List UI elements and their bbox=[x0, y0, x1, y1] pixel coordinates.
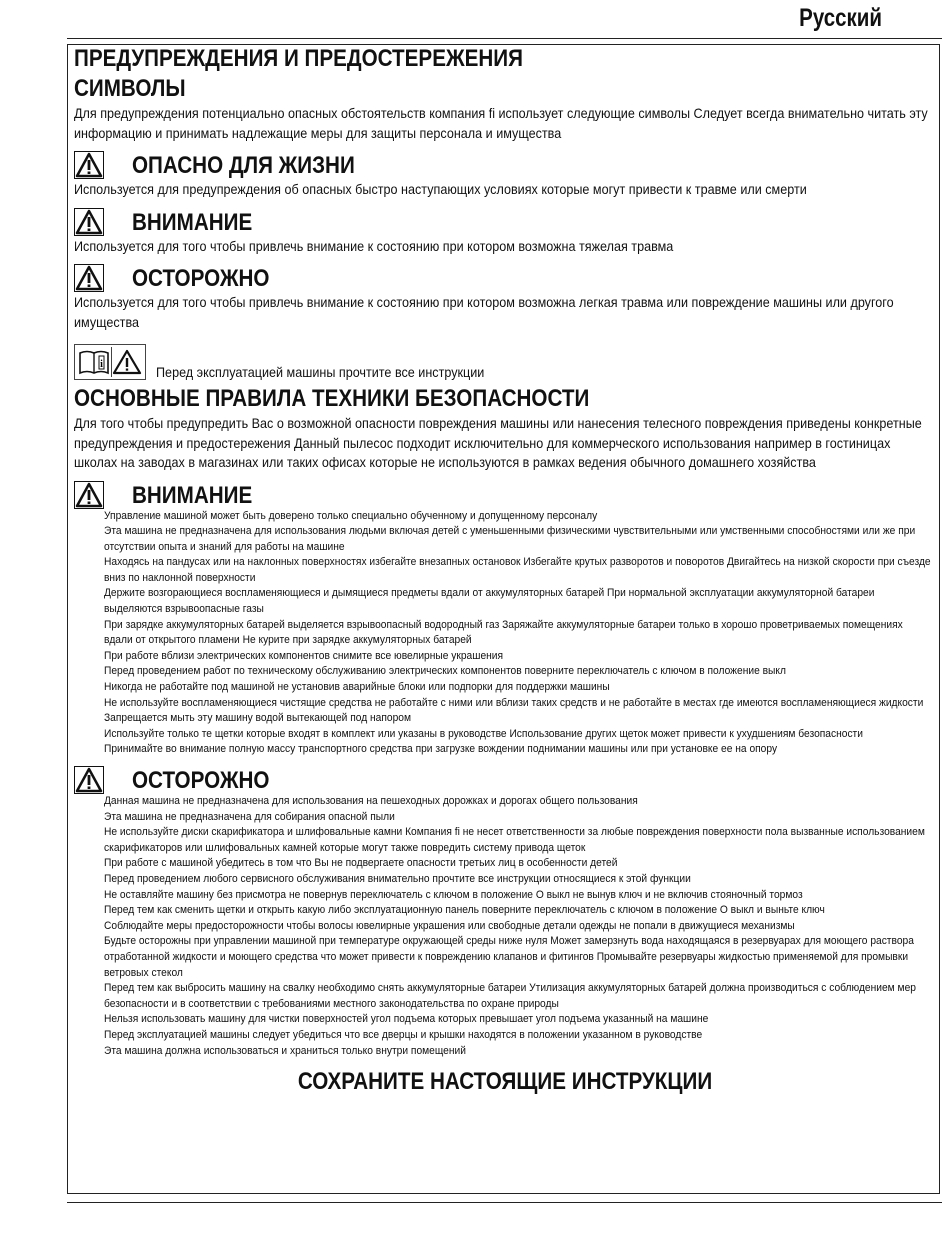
list-item: Данная машина не предназначена для использования на пешеходных дорожках и дорогах общего пользования bbox=[104, 795, 638, 807]
signal-warning bbox=[74, 204, 936, 257]
symbols-intro: Для предупреждения потенциально опасных обстоятельств компания fi использует следующие символы Следует всегда внимательно читать эту информацию и принимать надлежащие меры для защиты персонала и имущества bbox=[74, 105, 928, 141]
warning-triangle-icon bbox=[74, 264, 104, 292]
list-item: Держите возгорающиеся воспламеняющиеся и дымящиеся предметы вдали от аккумуляторных батарей При нормальной эксплуатации аккумуляторной батареи выделяются взрывоопасные газы bbox=[104, 587, 875, 616]
list-item: Соблюдайте меры предосторожности чтобы волосы ювелирные украшения или свободные детали одежды не попали в движущиеся механизмы bbox=[104, 919, 795, 932]
list-item: Эта машина не предназначена для собирания опасной пыли bbox=[104, 810, 395, 823]
safety-intro: Для того чтобы предупредить Вас о возможной опасности повреждения машины или нанесения телесного повреждения приведены конкретные предупреждения и предостережения Данный пылесос подходит исключительно для коммерческого использования например в гостиницах школах на заводах в магазинах или таких офисах которые не используются в рамках ведения обычного домашнего хозяйства bbox=[74, 415, 922, 470]
signal-caution bbox=[74, 260, 936, 332]
list-item: Запрещается мыть эту машину водой вытекающей под напором bbox=[104, 712, 412, 725]
list-item: При зарядке аккумуляторных батарей выделяется взрывоопасный водородный газ Заряжайте аккумуляторные батареи только в хорошо проветриваемых помещениях вдали от открытого пламени Не курите при зарядке аккумуляторных батарей bbox=[104, 618, 903, 647]
signal-title: ОСТОРОЖНО bbox=[132, 265, 270, 292]
list-item: При работе с машиной убедитесь в том что Вы не подвергаете опасности третьих лиц в особенности детей bbox=[104, 857, 618, 870]
signal-title: ОПАСНО ДЛЯ ЖИЗНИ bbox=[132, 152, 355, 179]
manual-book-icon bbox=[77, 347, 111, 377]
signal-description: Используется для предупреждения об опасных быстро наступающих условиях которые могут привести к травме или смерти bbox=[74, 181, 807, 197]
signal-description: Используется для того чтобы привлечь внимание к состоянию при котором возможна тяжелая травма bbox=[74, 237, 674, 254]
list-item: Эта машина не предназначена для использования людьми включая детей с уменьшенными физическими чувствительными или умственными способностями или же при отсутствии опыта и знаний для работы на машине bbox=[104, 525, 916, 553]
section-subtitle-symbols: СИМВОЛЫ bbox=[74, 75, 186, 102]
svg-text:i: i bbox=[100, 359, 103, 370]
signal-danger bbox=[74, 147, 936, 200]
warning-list bbox=[74, 509, 936, 759]
list-item: Используйте только те щетки которые входят в комплект или указаны в руководстве Использование других щеток может привести к ухудшениям безопасности bbox=[104, 727, 863, 740]
list-item: При работе вблизи электрических компонентов снимите все ювелирные украшения bbox=[104, 649, 504, 662]
list-item: Не используйте воспламеняющиеся чистящие средства не работайте с ними или вблизи таких средств и не работайте в местах где имеются воспламеняющиеся жидкости bbox=[104, 696, 924, 709]
warning-block bbox=[74, 477, 936, 759]
signal-title: ВНИМАНИЕ bbox=[132, 208, 253, 236]
list-item: Перед тем как сменить щетки и открыть какую либо эксплуатационную панель поверните переключатель с ключом в положение О выкл и выньте ключ bbox=[104, 904, 825, 917]
list-item: Не оставляйте машину без присмотра не повернув переключатель с ключом в положение О выкл не вынув ключ и не включив стояночный тормоз bbox=[104, 888, 803, 901]
list-item: Перед эксплуатацией машины следует убедиться что все дверцы и крышки находятся в положении указанном в руководстве bbox=[104, 1028, 703, 1041]
caution-block bbox=[74, 762, 936, 1059]
list-item: Эта машина должна использоваться и храниться только внутри помещений bbox=[104, 1044, 466, 1057]
warning-triangle-icon bbox=[74, 208, 104, 236]
list-item: Принимайте во внимание полную массу транспортного средства при загрузке вождении поднимании машины или при установке ее на опору bbox=[104, 743, 778, 756]
list-item: Находясь на пандусах или на наклонных поверхностях избегайте внезапных остановок Избегайте крутых разворотов и поворотов Двигайтесь на низкой скорости при съезде вниз по наклонной поверхности bbox=[104, 556, 931, 584]
list-item: Нельзя использовать машину для чистки поверхностей угол подъема которых превышает угол подъема указанный на машине bbox=[104, 1013, 709, 1026]
warning-triangle-icon bbox=[111, 347, 143, 377]
read-manual-text: Перед эксплуатацией машины прочтите все инструкции bbox=[156, 364, 485, 380]
top-rule bbox=[67, 38, 942, 39]
section-title-warnings: ПРЕДУПРЕЖДЕНИЯ И ПРЕДОСТЕРЕЖЕНИЯ bbox=[74, 45, 523, 72]
read-manual-row bbox=[74, 342, 936, 380]
list-item: Перед проведением любого сервисного обслуживания внимательно прочтите все инструкции относящиеся к этой функции bbox=[104, 872, 691, 885]
list-item: Управление машиной может быть доверено только специально обученному и допущенному персоналу bbox=[104, 509, 598, 522]
save-instructions-heading: СОХРАНИТЕ НАСТОЯЩИЕ ИНСТРУКЦИИ bbox=[297, 1068, 713, 1096]
list-item: Никогда не работайте под машиной не установив аварийные блоки или подпорки для поддержки машины bbox=[104, 681, 610, 694]
list-item: Перед проведением работ по техническому обслуживанию электрических компонентов поверните переключатель с ключом в положение выкл bbox=[104, 665, 786, 678]
warning-triangle-icon bbox=[74, 481, 104, 509]
bottom-rule bbox=[67, 1202, 942, 1203]
list-item: Перед тем как выбросить машину на свалку необходимо снять аккумуляторные батареи Утилизация аккумуляторных батарей должна производиться с соблюдением мер безопасности и в соответствии с требованиями местного законодательства по охране природы bbox=[104, 982, 916, 1010]
caution-title: ОСТОРОЖНО bbox=[132, 767, 270, 794]
list-item: Не используйте диски скарификатора и шлифовальные камни Компания fi не несет ответственности за любые повреждения поверхности пола вызванные использованием скарификаторов или шлифовальных камней которые могут также повредить систему привода щеток bbox=[104, 826, 925, 854]
section-title-safety: ОСНОВНЫЕ ПРАВИЛА ТЕХНИКИ БЕЗОПАСНОСТИ bbox=[74, 385, 590, 412]
list-item: Будьте осторожны при управлении машиной при температуре окружающей среды ниже нуля Может замерзнуть вода находящаяся в резервуарах для моющего раствора отработанной жидкости и моющего средства что может привести к повреждению клапанов и фитингов Промывайте резервуары жидкостью применяемой для промывки ветровых стекол bbox=[104, 935, 914, 979]
page-content bbox=[74, 44, 936, 1097]
warning-title: ВНИМАНИЕ bbox=[132, 481, 253, 509]
warning-triangle-icon bbox=[74, 151, 104, 179]
read-manual-icons bbox=[74, 344, 146, 380]
signal-description: Используется для того чтобы привлечь внимание к состоянию при котором возможна легкая травма или повреждение машины или другого имущества bbox=[74, 294, 894, 330]
caution-list bbox=[74, 794, 936, 1059]
warning-triangle-icon bbox=[74, 766, 104, 794]
language-label: Русский bbox=[799, 4, 882, 32]
